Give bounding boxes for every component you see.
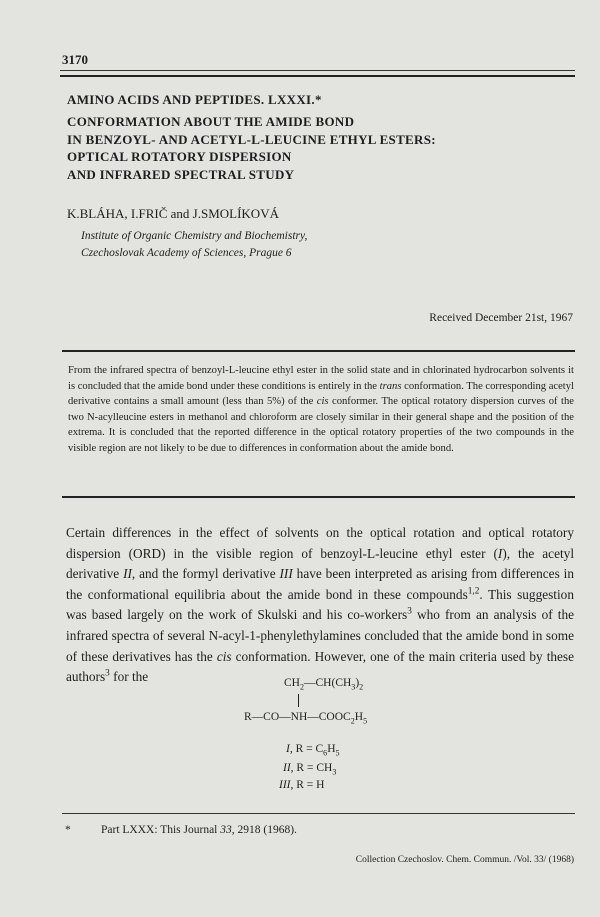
variant-r: H — [327, 743, 336, 755]
footnote-text — [101, 824, 297, 836]
formula-part: —CH(CH — [304, 677, 352, 689]
formula-bond — [298, 694, 299, 707]
formula-part: ) — [355, 677, 360, 689]
authors: K.BLÁHA, I.FRIČ and J.SMOLÍKOVÁ — [67, 206, 279, 221]
body-span: have been interpreted as arising from differences in the conformational equilibria about the amide bond in these compounds — [66, 566, 574, 602]
citation: 3 — [407, 606, 412, 617]
body-span: for the — [109, 669, 149, 685]
abstract-emphasis: cis — [316, 396, 329, 408]
formula-sub: 2 — [350, 716, 355, 726]
affiliation-line: Institute of Organic Chemistry and Biochemistry, — [81, 230, 308, 242]
header-rule-thin — [60, 70, 575, 71]
compound-ref: II — [123, 566, 132, 582]
body-emphasis: cis — [216, 648, 232, 664]
body-span: who from an analysis of the infrared spectra of several N-acyl-1-phenylethylamines concluded that the amide bond in some of these derivatives has the — [66, 607, 575, 664]
formula-part: H — [354, 711, 364, 723]
abstract-text: conformation. The corresponding acetyl derivative contains a small amount (less than 5%) of the — [68, 380, 574, 408]
received-date: Received December 21st, 1967 — [429, 312, 573, 324]
body-span: ), the acetyl derivative — [66, 545, 575, 582]
citation: 3 — [105, 668, 110, 679]
formula-sub: 2 — [359, 682, 364, 692]
variant-r: R = CH — [296, 762, 333, 774]
affiliation — [81, 228, 307, 261]
formula-sub: 5 — [363, 716, 368, 726]
formula-variant — [279, 779, 324, 791]
body-span: conformation. However, one of the main criteria used by these authors — [66, 648, 575, 685]
abstract — [68, 363, 574, 457]
variant-r: R = C — [295, 743, 324, 755]
title-line: OPTICAL ROTATORY DISPERSION — [67, 149, 292, 164]
formula-sub: 6 — [323, 748, 328, 758]
article-title — [67, 113, 436, 183]
title-line: AND INFRARED SPECTRAL STUDY — [67, 166, 295, 182]
footnote-rule — [62, 813, 575, 814]
compound-ref: III — [279, 566, 293, 582]
formula-sidechain — [284, 677, 364, 692]
abstract-text: conformer. The optical rotatory dispersion curves of the two N-acylleucine esters in methanol and chloroform are closely similar in their general shape and the position of the extrema. It is concluded that the reported difference in the optical rotatory properties of the two compounds in the visible region are not likely to be due to differences in conformation about the amide bond. — [68, 396, 574, 454]
abstract-emphasis: trans — [379, 380, 402, 392]
header-rule-thick — [60, 75, 575, 77]
journal-footer: Collection Czechoslov. Chem. Commun. /Vol. 33/ (1968) — [355, 855, 574, 865]
compound-ref: I — [497, 545, 503, 561]
formula-backbone — [244, 711, 368, 726]
body-span: , and the formyl derivative — [131, 566, 280, 582]
page-number: 3170 — [62, 52, 88, 67]
formula-sub: 2 — [299, 682, 305, 692]
body-text — [66, 523, 574, 688]
footnote-part: Part LXXX: This Journal — [101, 824, 221, 836]
affiliation-line: Czechoslovak Academy of Sciences, Prague 6 — [81, 246, 292, 259]
title-line: CONFORMATION ABOUT THE AMIDE BOND — [67, 114, 355, 129]
body-span: . This suggestion was based largely on the work of Skulski and his co-workers — [66, 586, 574, 623]
variant-r: R = H — [296, 779, 325, 791]
formula-sub: 3 — [351, 682, 356, 692]
variant-label: II, — [283, 762, 294, 774]
abstract-bottom-rule — [62, 496, 575, 498]
abstract-top-rule — [62, 350, 575, 352]
footnote-part: , 2918 (1968). — [231, 824, 297, 836]
formula-variant — [283, 762, 337, 777]
citation: 1,2 — [467, 586, 480, 597]
footnote-volume: 33 — [220, 824, 232, 836]
formula-sub: 3 — [332, 767, 337, 777]
variant-label: III, — [279, 779, 294, 791]
formula-part: CH — [284, 677, 300, 689]
title-line: IN BENZOYL- AND ACETYL-L-LEUCINE ETHYL ESTERS: — [67, 131, 436, 147]
formula-sub: 5 — [335, 748, 340, 758]
formula-part: R—CO—NH—COOC — [244, 711, 351, 723]
abstract-text: From the infrared spectra of benzoyl-L-leucine ethyl ester in the solid state and in chlorinated hydrocarbon solvents it is concluded that the amide bond under these conditions is entirely in the — [68, 365, 574, 392]
body-span: Certain differences in the effect of solvents on the optical rotation and optical rotatory dispersion (ORD) in the visible region of benzoyl-L-leucine ethyl ester ( — [66, 525, 574, 561]
variant-label: I, — [286, 743, 293, 755]
formula-variant — [286, 743, 340, 758]
footnote-marker: * — [65, 824, 71, 836]
series-title: AMINO ACIDS AND PEPTIDES. LXXXI.* — [67, 92, 322, 107]
